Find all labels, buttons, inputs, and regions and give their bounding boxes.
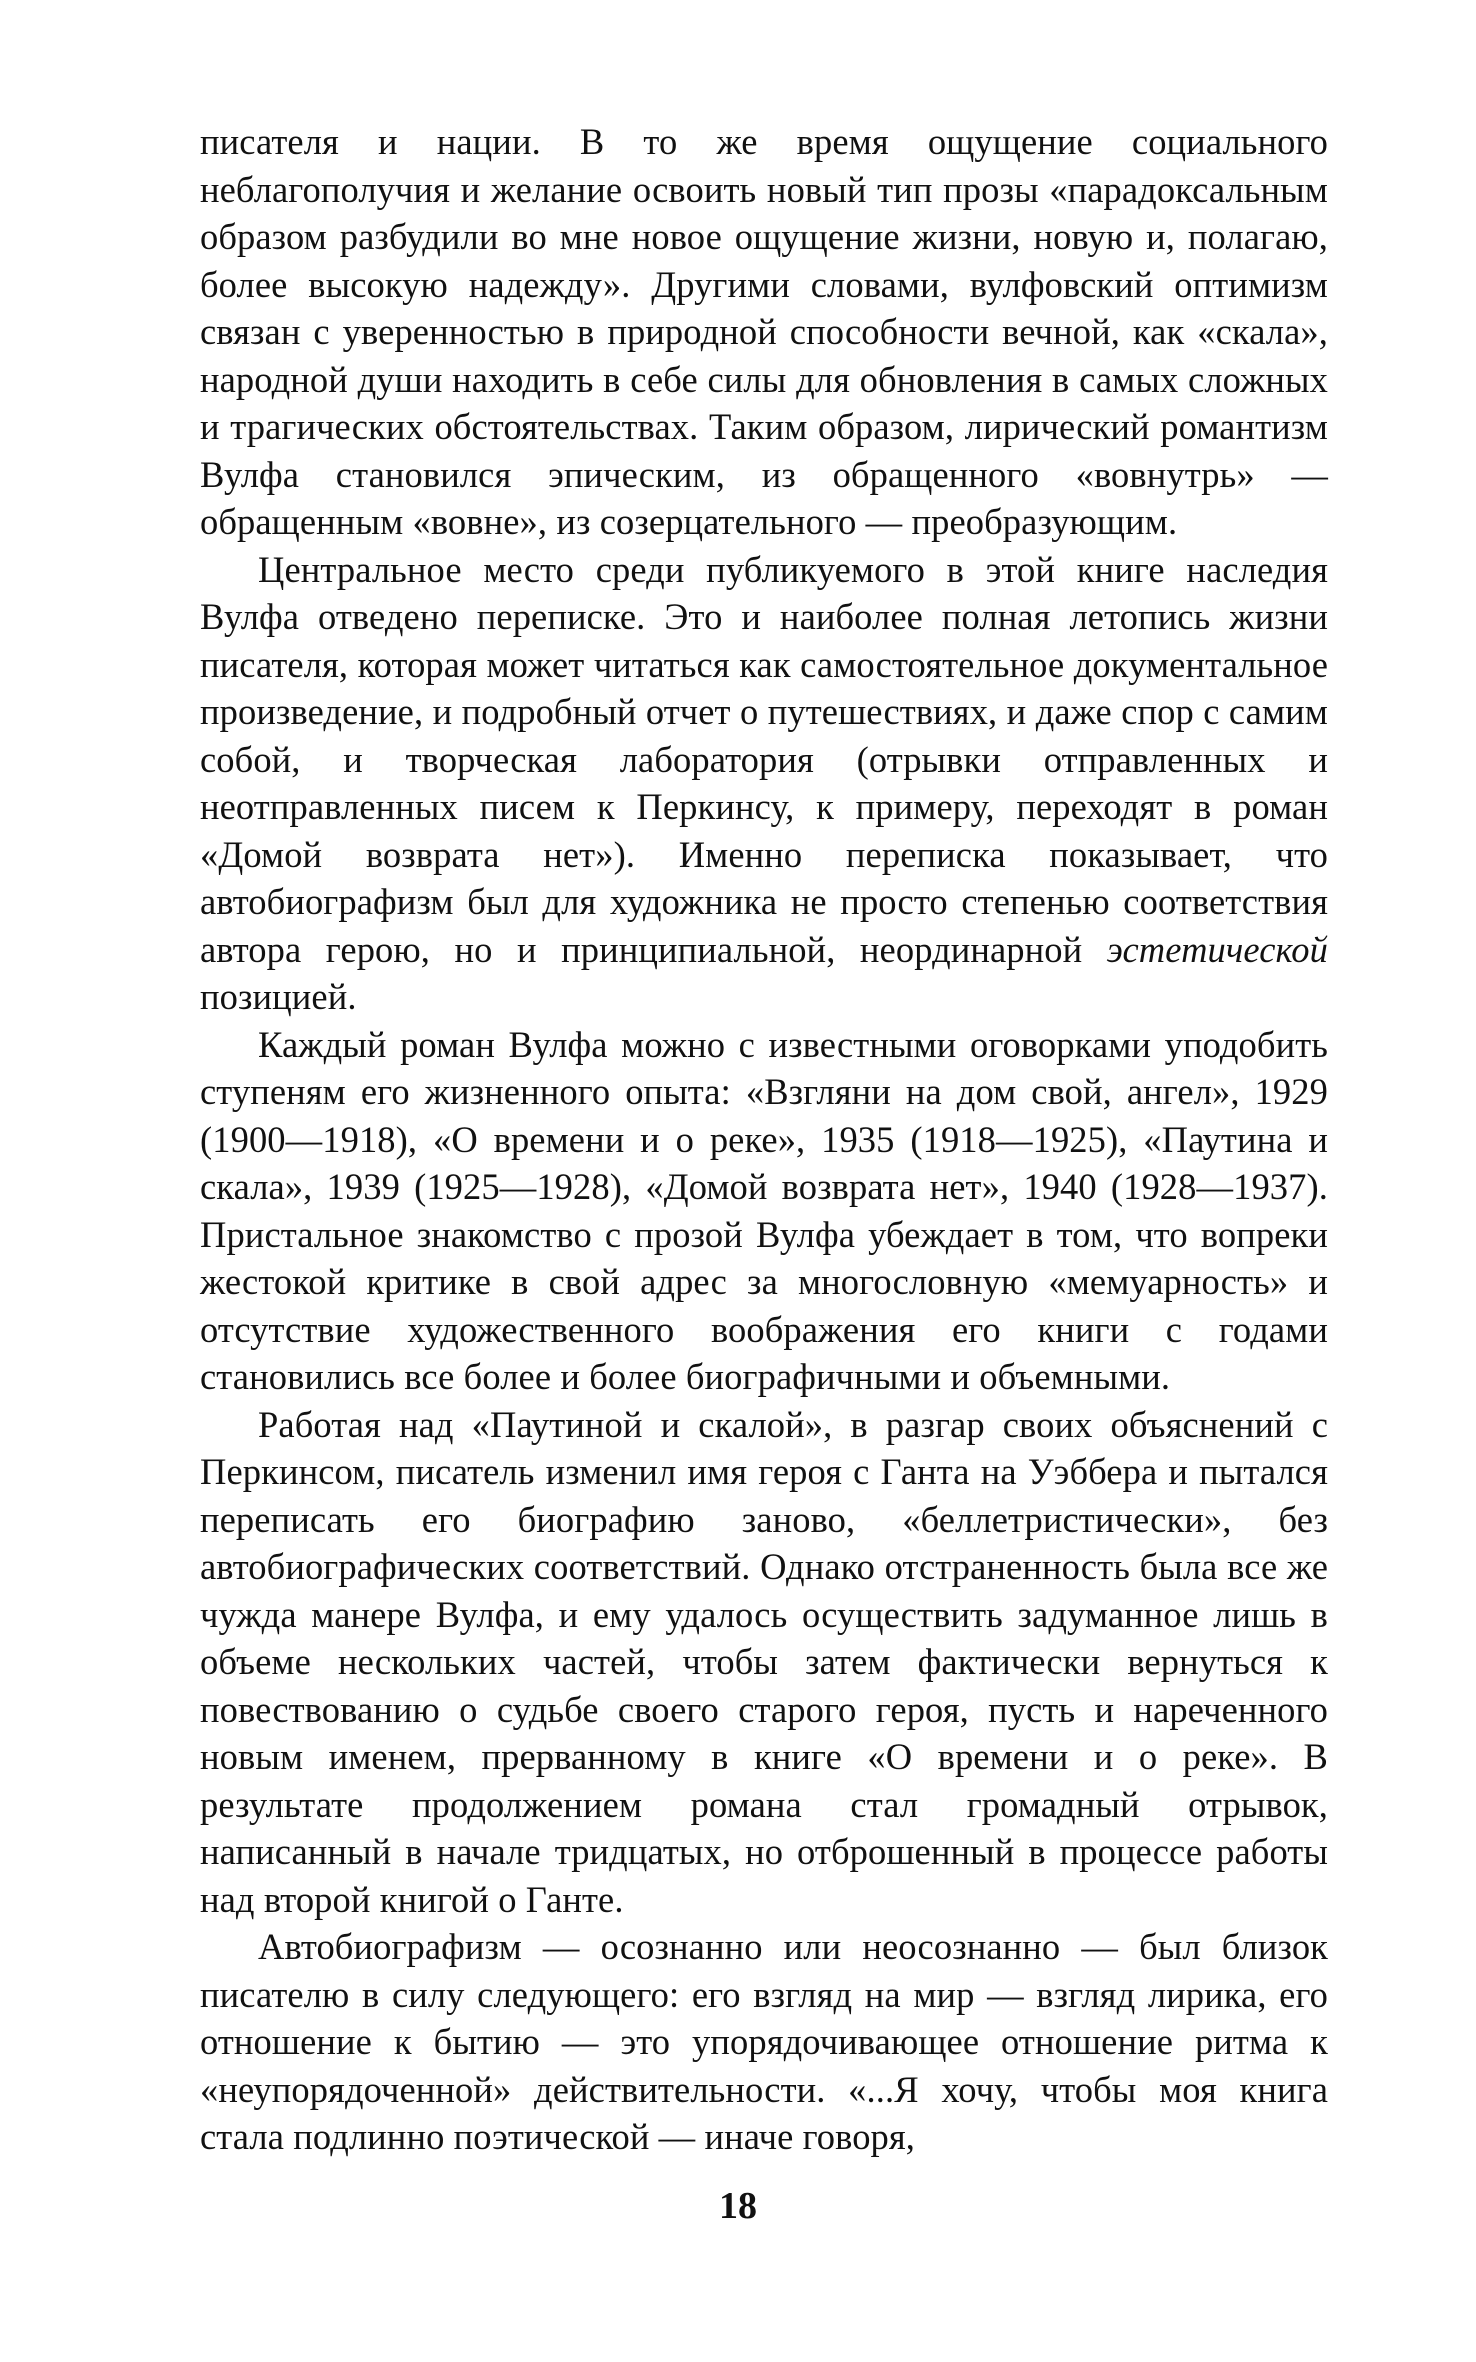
paragraph-5: Автобиографизм — осознанно или неосознанно — был близок писателю в силу следующего: его взгляд на мир — взгляд лирика, его отношение к бытию — это упорядочивающее отношение ритма к «неупорядоченной» действительности. «...Я хочу, чтобы моя книга стала подлинно поэтической — иначе говоря,: [200, 1926, 1328, 2157]
page-number: 18: [719, 2185, 757, 2227]
paragraph-3: Каждый роман Вулфа можно с известными оговорками уподобить ступеням его жизненного опыта: «Взгляни на дом свой, ангел», 1929 (1900—1918), «О времени и о реке», 1935 (1918—1925), «Паутина и скала», 1939 (1925—1928), «Домой возврата нет», 1940 (1928—1937). Пристальное знакомство с прозой Вулфа убеждает в том, что вопреки жестокой критике в свой адрес за многословную «мемуарность» и отсутствие художественного воображения его книги с годами становились все более и более биографичными и объемными.: [200, 1023, 1328, 1397]
paragraph-2: [200, 546, 1328, 1021]
paragraph-2-italic: эстетической: [1106, 928, 1328, 970]
paragraph-1: писателя и нации. В то же время ощущение социального неблагополучия и желание освоить новый тип прозы «парадоксальным образом разбудили во мне новое ощущение жизни, новую и, полагаю, более высокую надежду». Другими словами, вулфовский оптимизм связан с уверенностью в природной способности вечной, как «скала», народной души находить в себе силы для обновления в самых сложных и трагических обстоятельствах. Таким образом, лирический романтизм Вулфа становился эпическим, из обращенного «вовнутрь» — обращенным «вовне», из созерцательного — преобразующим.: [200, 121, 1328, 542]
paragraph-2-text-end: позицией.: [200, 976, 357, 1017]
paragraph-2-text: Центральное место среди публикуемого в этой книге наследия Вулфа отведено переписке. Это и наиболее полная летопись жизни писателя, которая может читаться как самостоятельное документальное произведение, и подробный отчет о путешествиях, и даже спор с самим собой, и творческая лаборатория (отрывки отправленных и неотправленных писем к Перкинсу, к примеру, переходят в роман «Домой возврата нет»). Именно переписка показывает, что автобиографизм был для художника не просто степенью соответствия автора герою, но и принципиальной, неординарной: [200, 548, 1328, 970]
paragraph-4: Работая над «Паутиной и скалой», в разгар своих объяснений с Перкинсом, писатель изменил имя героя с Ганта на Уэббера и пытался переписать его биографию заново, «беллетристически», без автобиографических соответствий. Однако отстраненность была все же чужда манере Вулфа, и ему удалось осуществить задуманное лишь в объеме нескольких частей, чтобы затем фактически вернуться к повествованию о судьбе своего старого героя, пусть и нареченного новым именем, прерванному в книге «О времени и о реке». В результате продолжением романа стал громадный отрывок, написанный в начале тридцатых, но отброшенный в процессе работы над второй книгой о Ганте.: [200, 1403, 1328, 1920]
page-body: [200, 118, 1328, 2161]
